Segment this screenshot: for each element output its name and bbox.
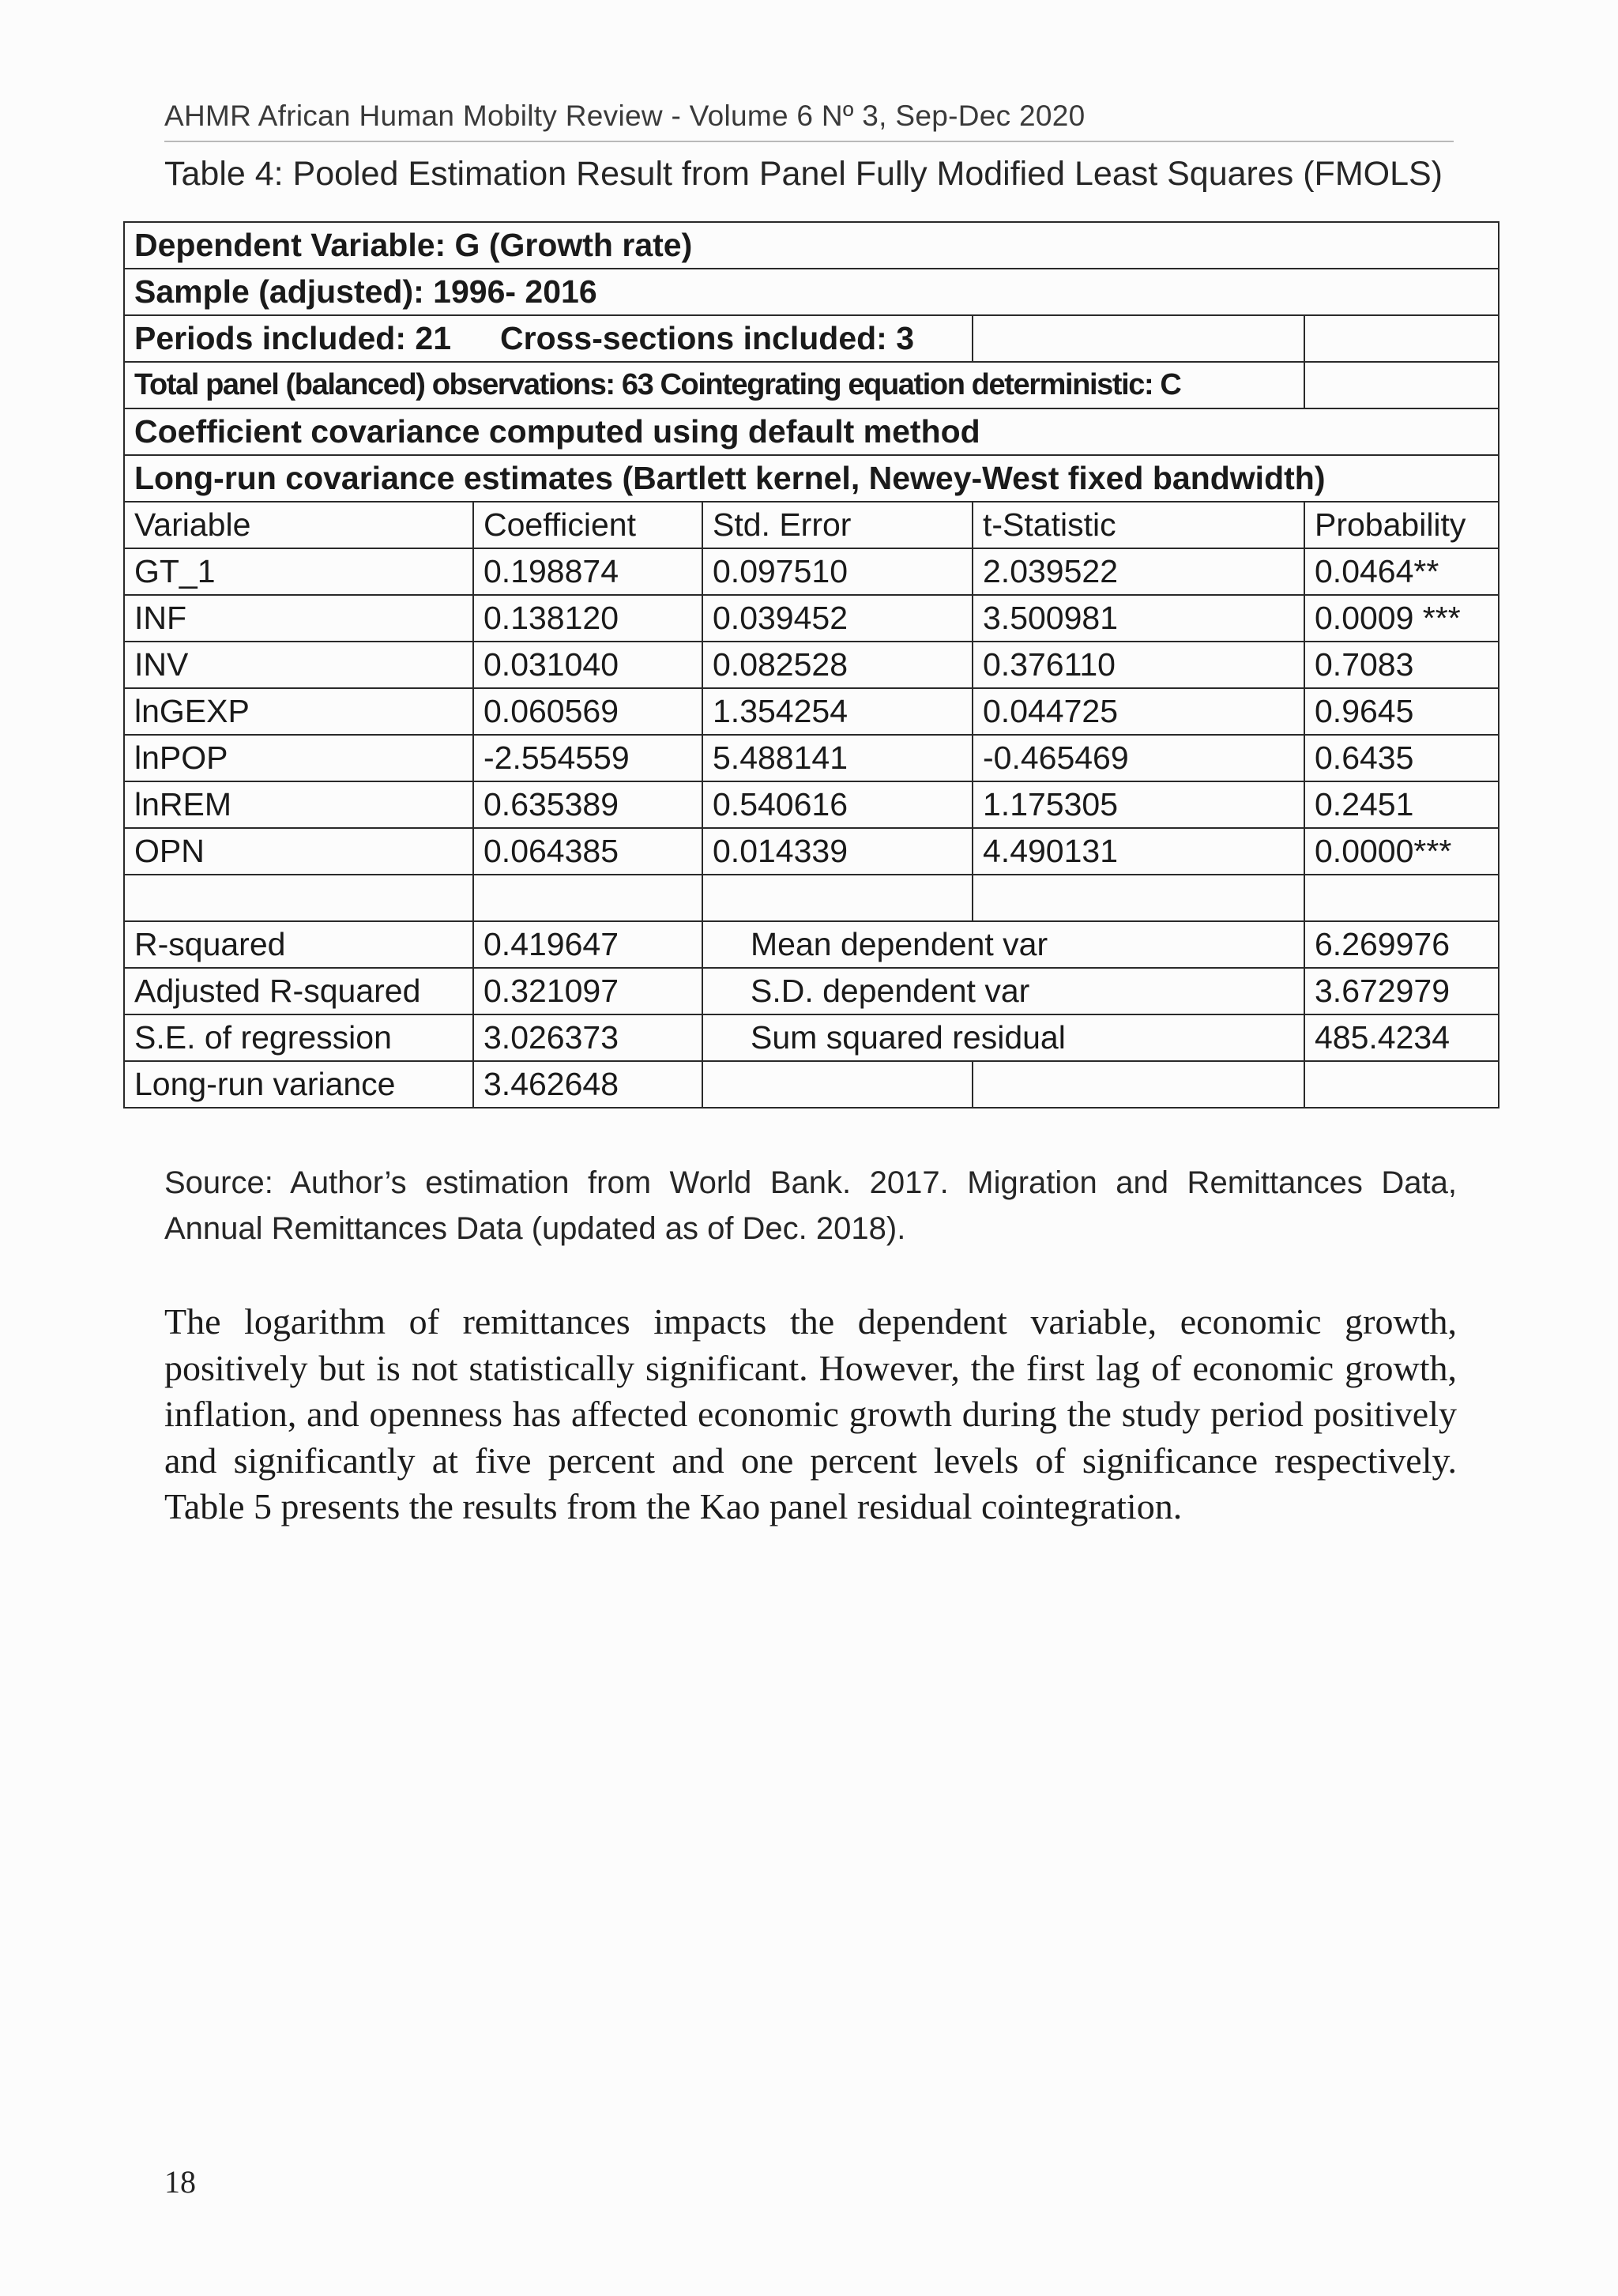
stats-row — [124, 1014, 1499, 1061]
column-header-row — [124, 502, 1499, 548]
sample-range: Sample (adjusted): 1996- 2016 — [124, 269, 1499, 315]
meta-row — [124, 222, 1499, 269]
variable-name: GT_1 — [124, 548, 473, 595]
variable-name: lnGEXP — [124, 688, 473, 735]
stat-label: Long-run variance — [124, 1061, 473, 1108]
variable-name: lnPOP — [124, 735, 473, 781]
empty-cell — [1304, 875, 1499, 921]
empty-cell — [473, 875, 702, 921]
t-statistic: 1.175305 — [973, 781, 1304, 828]
std-error: 0.082528 — [702, 642, 973, 688]
stat-label: R-squared — [124, 921, 473, 968]
coefficient: 0.138120 — [473, 595, 702, 642]
stats-row — [124, 921, 1499, 968]
stat-value-2: 6.269976 — [1304, 921, 1499, 968]
stat-value: 0.321097 — [473, 968, 702, 1014]
probability: 0.0009 *** — [1304, 595, 1499, 642]
stat-label-2: Sum squared residual — [702, 1014, 1304, 1061]
coefficient: 0.064385 — [473, 828, 702, 875]
t-statistic: 2.039522 — [973, 548, 1304, 595]
stat-label-2: Mean dependent var — [702, 921, 1304, 968]
t-statistic: 0.376110 — [973, 642, 1304, 688]
column-header: Variable — [124, 502, 473, 548]
empty-cell — [702, 1061, 973, 1108]
std-error: 1.354254 — [702, 688, 973, 735]
std-error: 0.540616 — [702, 781, 973, 828]
table-row — [124, 642, 1499, 688]
coefficient: 0.635389 — [473, 781, 702, 828]
empty-row — [124, 875, 1499, 921]
meta-row — [124, 408, 1499, 455]
probability: 0.9645 — [1304, 688, 1499, 735]
long-run-covariance: Long-run covariance estimates (Bartlett kernel, Newey-West fixed bandwidth) — [124, 455, 1499, 502]
probability: 0.0464** — [1304, 548, 1499, 595]
column-header: t-Statistic — [973, 502, 1304, 548]
coefficient: 0.198874 — [473, 548, 702, 595]
table-source-note: Source: Author’s estimation from World Bank. 2017. Migration and Remittances Data, Annual Remittances Data (updated as of Dec. 2018). — [164, 1165, 1457, 1246]
std-error: 5.488141 — [702, 735, 973, 781]
variable-name: OPN — [124, 828, 473, 875]
coefficient: -2.554559 — [473, 735, 702, 781]
periods-included: Periods included: 21 — [134, 320, 451, 356]
table-row — [124, 828, 1499, 875]
covariance-method: Coefficient covariance computed using default method — [124, 408, 1499, 455]
stat-label-2: S.D. dependent var — [702, 968, 1304, 1014]
total-panel-observations: Total panel (balanced) observations: 63 Cointegrating equation deterministic: C — [124, 362, 1304, 408]
stat-label: Adjusted R-squared — [124, 968, 473, 1014]
table-row — [124, 781, 1499, 828]
dependent-variable: Dependent Variable: G (Growth rate) — [124, 222, 1499, 269]
meta-row — [124, 362, 1499, 408]
probability: 0.0000*** — [1304, 828, 1499, 875]
meta-row — [124, 455, 1499, 502]
t-statistic: 4.490131 — [973, 828, 1304, 875]
empty-cell — [973, 315, 1304, 362]
empty-cell — [124, 875, 473, 921]
table-row — [124, 548, 1499, 595]
stat-value: 3.026373 — [473, 1014, 702, 1061]
meta-row — [124, 315, 1499, 362]
table-row — [124, 688, 1499, 735]
probability: 0.6435 — [1304, 735, 1499, 781]
stat-value: 3.462648 — [473, 1061, 702, 1108]
column-header: Std. Error — [702, 502, 973, 548]
probability: 0.2451 — [1304, 781, 1499, 828]
std-error: 0.014339 — [702, 828, 973, 875]
stat-label: S.E. of regression — [124, 1014, 473, 1061]
variable-name: INV — [124, 642, 473, 688]
body-paragraph: The logarithm of remittances impacts the dependent variable, economic growth, positively but is not statistically significant. However, the first lag of economic growth, inflation, and openness has affected economic growth during the study period positively and significantly at five percent and one percent levels of significance respectively. Table 5 presents the results from the Kao panel residual cointegration. — [164, 1301, 1457, 1526]
probability: 0.7083 — [1304, 642, 1499, 688]
t-statistic: 0.044725 — [973, 688, 1304, 735]
empty-cell — [973, 1061, 1304, 1108]
variable-name: lnREM — [124, 781, 473, 828]
empty-cell — [973, 875, 1304, 921]
table-caption: Table 4: Pooled Estimation Result from Panel Fully Modified Least Squares (FMOLS) — [164, 155, 1443, 193]
variable-name: INF — [124, 595, 473, 642]
page-number: 18 — [164, 2164, 196, 2200]
cross-sections-included: Cross-sections included: 3 — [500, 320, 915, 356]
column-header: Probability — [1304, 502, 1499, 548]
periods-cross-sections — [124, 315, 973, 362]
column-header: Coefficient — [473, 502, 702, 548]
empty-cell — [1304, 1061, 1499, 1108]
std-error: 0.039452 — [702, 595, 973, 642]
std-error: 0.097510 — [702, 548, 973, 595]
t-statistic: 3.500981 — [973, 595, 1304, 642]
stats-row — [124, 1061, 1499, 1108]
empty-cell — [702, 875, 973, 921]
table-row — [124, 595, 1499, 642]
t-statistic: -0.465469 — [973, 735, 1304, 781]
empty-cell — [1304, 362, 1499, 408]
running-header: AHMR African Human Mobilty Review - Volume 6 Nº 3, Sep-Dec 2020 — [164, 100, 1454, 142]
coefficient: 0.031040 — [473, 642, 702, 688]
stats-row — [124, 968, 1499, 1014]
table-row — [124, 735, 1499, 781]
empty-cell — [1304, 315, 1499, 362]
stat-value: 0.419647 — [473, 921, 702, 968]
stat-value-2: 485.4234 — [1304, 1014, 1499, 1061]
regression-table — [123, 221, 1499, 1108]
stat-value-2: 3.672979 — [1304, 968, 1499, 1014]
coefficient: 0.060569 — [473, 688, 702, 735]
meta-row — [124, 269, 1499, 315]
